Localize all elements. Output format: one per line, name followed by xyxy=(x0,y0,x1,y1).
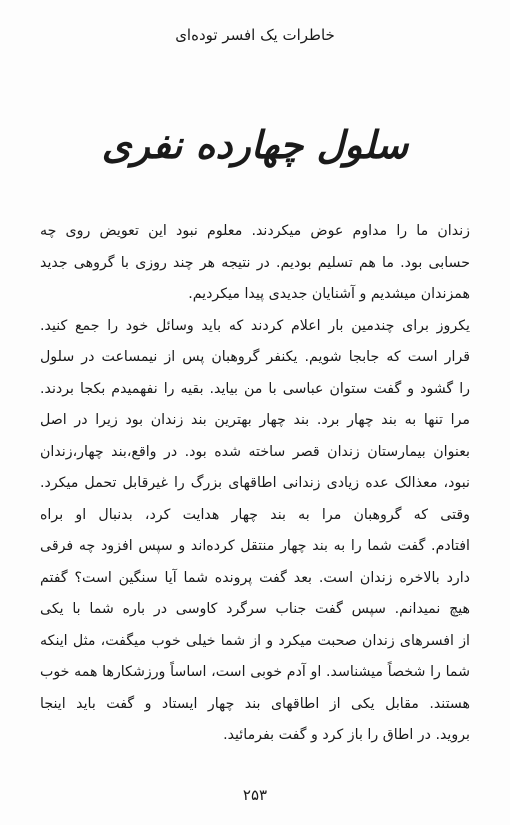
text-line: هستند. مقابل یکی از اطاقهای بند چهار ایستاد و گفت باید اینجا xyxy=(40,695,470,712)
body-text xyxy=(40,216,470,752)
text-line: دارد بالاخره زندان است. بعد گفت پرونده شما آیا سنگین است؟ گفتم xyxy=(40,569,470,586)
text-line: یکروز برای چندمین بار اعلام کردند که باید وسائل خود را جمع کنید. xyxy=(40,317,470,334)
text-line: هیچ نمیدانم. سپس گفت جناب سرگرد کاوسی در باره شما با یکی xyxy=(40,601,470,617)
text-line: همزندان میشدیم و آشنایان جدیدی پیدا میکردیم. xyxy=(188,286,470,302)
text-line: را گشود و گفت ستوان عباسی با من بیاید. بقیه را نفهمیدم بکجا بردند. xyxy=(40,380,470,397)
text-line: بعنوان بیمارستان زندان قصر ساخته شده بود. در واقع،بند چهار،زندان xyxy=(40,443,470,460)
text-line: افتادم. گفت شما را به بند چهار منتقل کرده‌اند و سپس افزود چه فرقی xyxy=(40,538,470,554)
text-line: حسابی بود. ما هم تسلیم بودیم. در نتیجه هر چند روزی با گروهی جدید xyxy=(40,254,470,271)
text-line: نبود، معذالک عده زیادی زندانی اطاقهای بزرگ را غیرقابل تحمل میکرد. xyxy=(40,475,470,491)
page-number: ۲۵۳ xyxy=(242,786,268,804)
text-line: بروید. در اطاق را باز کرد و گفت بفرمائید. xyxy=(223,727,470,743)
running-header: خاطرات یک افسر توده‌ای xyxy=(175,26,335,44)
text-line: زندان ما را مداوم عوض میکردند. معلوم نبود این تعویض روی چه xyxy=(40,223,470,239)
chapter-title: سلول چهارده نفری xyxy=(101,122,409,167)
text-line: از افسرهای زندان صحبت میکرد و از شما خیلی خوب میگفت، مثل اینکه xyxy=(40,632,470,649)
text-line: قرار است که جابجا شویم. یکنفر گروهبان پس از نیمساعت در سلول xyxy=(40,349,470,365)
text-line: مرا تنها به بند چهار برد. بند چهار بهترین بند زندان بود زیرا در اصل xyxy=(40,412,470,428)
text-line: شما را شخصاً میشناسد. او آدم خوبی است، اساساً ورزشکارها همه خوب xyxy=(40,664,470,680)
text-line: وقتی که گروهبان مرا به بند چهار هدایت کرد، بدنبال او براه xyxy=(40,506,470,523)
